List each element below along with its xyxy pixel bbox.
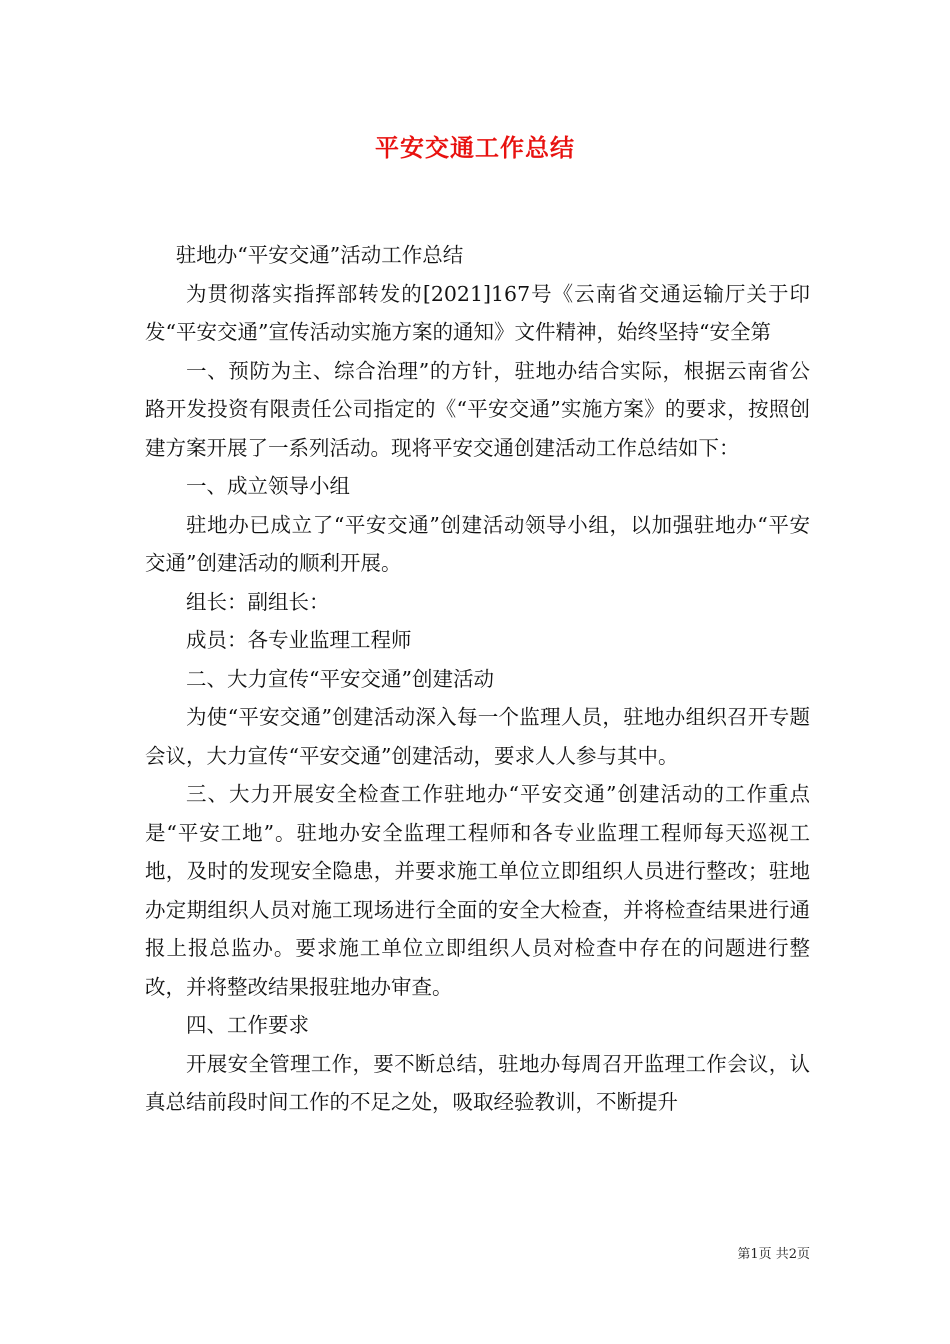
paragraph-subtitle: 驻地办“平安交通”活动工作总结 [175,243,464,267]
page-number: 第1页 共2页 [737,1247,810,1262]
section-heading: 四、工作要求 [186,1013,309,1037]
paragraph: 为贯彻落实指挥部转发的[2021]167号《云南省交通运输厅关于印发“平安交通”宣传活动实施方案的通知》文件精神，始终坚持“安全第 [145,281,810,344]
paragraph: 三、大力开展安全检查工作驻地办“平安交通”创建活动的工作重点是“平安工地”。驻地办安全监理工程师和各专业监理工程师每天巡视工地，及时的发现安全隐患，并要求施工单位立即组织人员进行整改；驻地办定期组织人员对施工现场进行全面的安全大检查，并将检查结果进行通报上报总监办。要求施工单位立即组织人员对检查中存在的问题进行整改，并将整改结果报驻地办审查。 [145,782,810,999]
section-heading: 一、成立领导小组 [186,474,350,498]
paragraph: 成员：各专业监理工程师 [186,628,412,652]
paragraph: 组长：副组长： [186,589,330,614]
document-body [145,236,810,1122]
document-title: 平安交通工作总结 [375,133,575,162]
paragraph: 开展安全管理工作，要不断总结，驻地办每周召开监理工作会议，认真总结前段时间工作的不足之处，吸取经验教训，不断提升 [145,1051,810,1114]
paragraph: 驻地办已成立了“平安交通”创建活动领导小组，以加强驻地办“平安交通”创建活动的顺利开展。 [145,512,810,575]
section-heading: 二、大力宣传“平安交通”创建活动 [186,666,494,691]
paragraph: 一、预防为主、综合治理”的方针，驻地办结合实际，根据云南省公路开发投资有限责任公司指定的《“平安交通”实施方案》的要求，按照创建方案开展了一系列活动。现将平安交通创建活动工作总结如下： [145,358,810,460]
paragraph: 为使“平安交通”创建活动深入每一个监理人员，驻地办组织召开专题会议，大力宣传“平安交通”创建活动，要求人人参与其中。 [145,705,810,768]
